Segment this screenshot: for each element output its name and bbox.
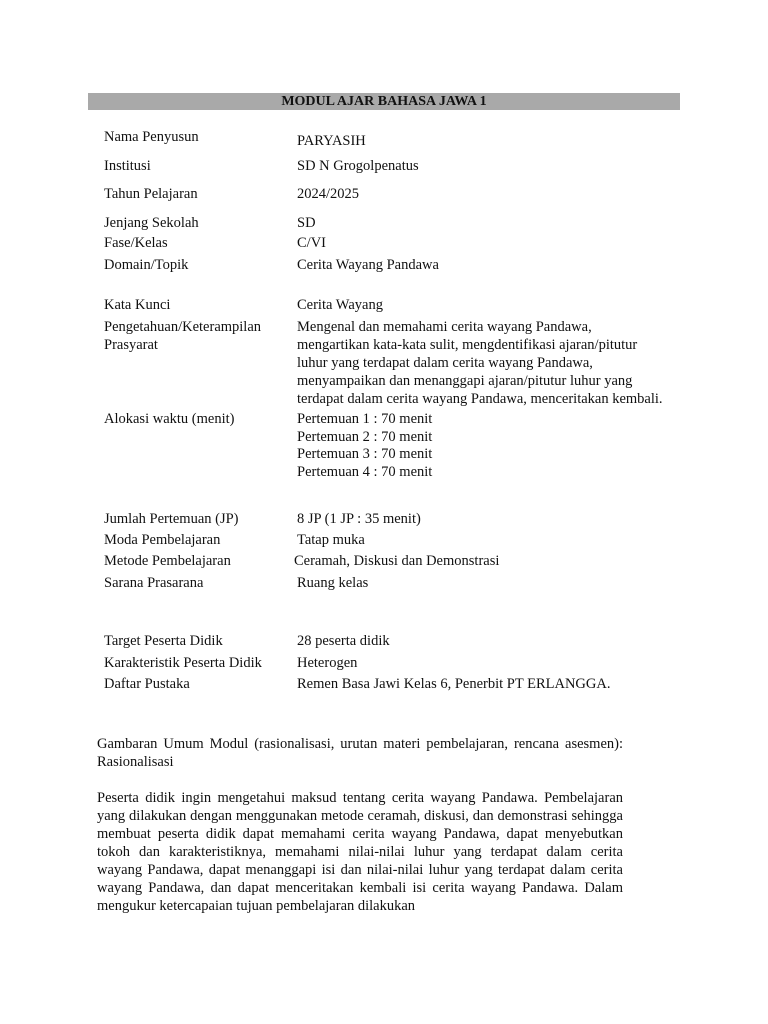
alokasi-waktu-value-line: Pertemuan 2 : 70 menit (297, 429, 433, 445)
prasyarat-label-line2: Prasyarat (104, 337, 158, 353)
alokasi-waktu-value-line: Pertemuan 1 : 70 menit (297, 411, 433, 427)
target-peserta-label: Target Peserta Didik (104, 633, 223, 649)
tahun-pelajaran-value: 2024/2025 (297, 186, 360, 202)
daftar-pustaka-label: Daftar Pustaka (104, 676, 190, 692)
karakteristik-peserta-value: Heterogen (297, 655, 358, 671)
jumlah-pertemuan-label: Jumlah Pertemuan (JP) (104, 511, 239, 527)
sarana-prasarana-label: Sarana Prasarana (104, 575, 204, 591)
domain-topik-value: Cerita Wayang Pandawa (297, 257, 439, 273)
kata-kunci-label: Kata Kunci (104, 297, 171, 313)
nama-penyusun-label: Nama Penyusun (104, 129, 199, 145)
alokasi-waktu-value-line: Pertemuan 4 : 70 menit (297, 464, 433, 480)
moda-pembelajaran-label: Moda Pembelajaran (104, 532, 221, 548)
target-peserta-value: 28 peserta didik (297, 633, 390, 649)
jumlah-pertemuan-value: 8 JP (1 JP : 35 menit) (297, 511, 421, 527)
institusi-label: Institusi (104, 158, 151, 174)
prasyarat-value-line: menyampaikan dan menanggapi ajaran/pitutur luhur yang (297, 373, 633, 389)
fase-kelas-value: C/VI (297, 235, 326, 251)
karakteristik-peserta-label: Karakteristik Peserta Didik (104, 655, 262, 671)
gambaran-umum-heading: Gambaran Umum Modul (rasionalisasi, urutan materi pembelajaran, rencana asesmen): Rasionalisasi (97, 736, 623, 770)
jenjang-sekolah-label: Jenjang Sekolah (104, 215, 199, 231)
prasyarat-value-line: luhur yang terdapat dalam cerita wayang Pandawa, (297, 355, 593, 371)
moda-pembelajaran-value: Tatap muka (297, 532, 365, 548)
metode-pembelajaran-label: Metode Pembelajaran (104, 553, 231, 569)
jenjang-sekolah-value: SD (297, 215, 316, 231)
prasyarat-value-line: Mengenal dan memahami cerita wayang Pandawa, (297, 319, 592, 335)
alokasi-waktu-label: Alokasi waktu (menit) (104, 411, 235, 427)
metode-pembelajaran-value: Ceramah, Diskusi dan Demonstrasi (294, 553, 500, 569)
domain-topik-label: Domain/Topik (104, 257, 189, 273)
alokasi-waktu-value-line: Pertemuan 3 : 70 menit (297, 446, 433, 462)
gambaran-umum-body: Peserta didik ingin mengetahui maksud tentang cerita wayang Pandawa. Pembelajaran yang dilakukan dengan menggunakan metode ceramah, diskusi, dan demonstrasi sehingga membuat peserta didik dapat memahami cerita wayang Pandawa, dapat menyebutkan tokoh dan karakteristiknya, memahami nilai-nilai luhur yang terdapat dalam cerita wayang Pandawa, dapat menanggapi isi dan nilai-nilai luhur yang terdapat dalam cerita wayang Pandawa, dan dapat menceritakan kembali isi cerita wayang Pandawa. Dalam mengukur ketercapaian tujuan pembelajaran dilakukan (97, 790, 623, 914)
daftar-pustaka-value: Remen Basa Jawi Kelas 6, Penerbit PT ERLANGGA. (297, 676, 611, 692)
institusi-value: SD N Grogolpenatus (297, 158, 419, 174)
fase-kelas-label: Fase/Kelas (104, 235, 168, 251)
prasyarat-label-line1: Pengetahuan/Keterampilan (104, 319, 262, 335)
prasyarat-value-line: terdapat dalam cerita wayang Pandawa, menceritakan kembali. (297, 391, 663, 407)
prasyarat-value-line: mengartikan kata-kata sulit, mengdentifikasi ajaran/pitutur (297, 337, 638, 353)
sarana-prasarana-value: Ruang kelas (297, 575, 369, 591)
tahun-pelajaran-label: Tahun Pelajaran (104, 186, 198, 202)
document-title: MODUL AJAR BAHASA JAWA 1 (88, 93, 680, 110)
kata-kunci-value: Cerita Wayang (297, 297, 383, 313)
nama-penyusun-value: PARYASIH (297, 133, 366, 149)
